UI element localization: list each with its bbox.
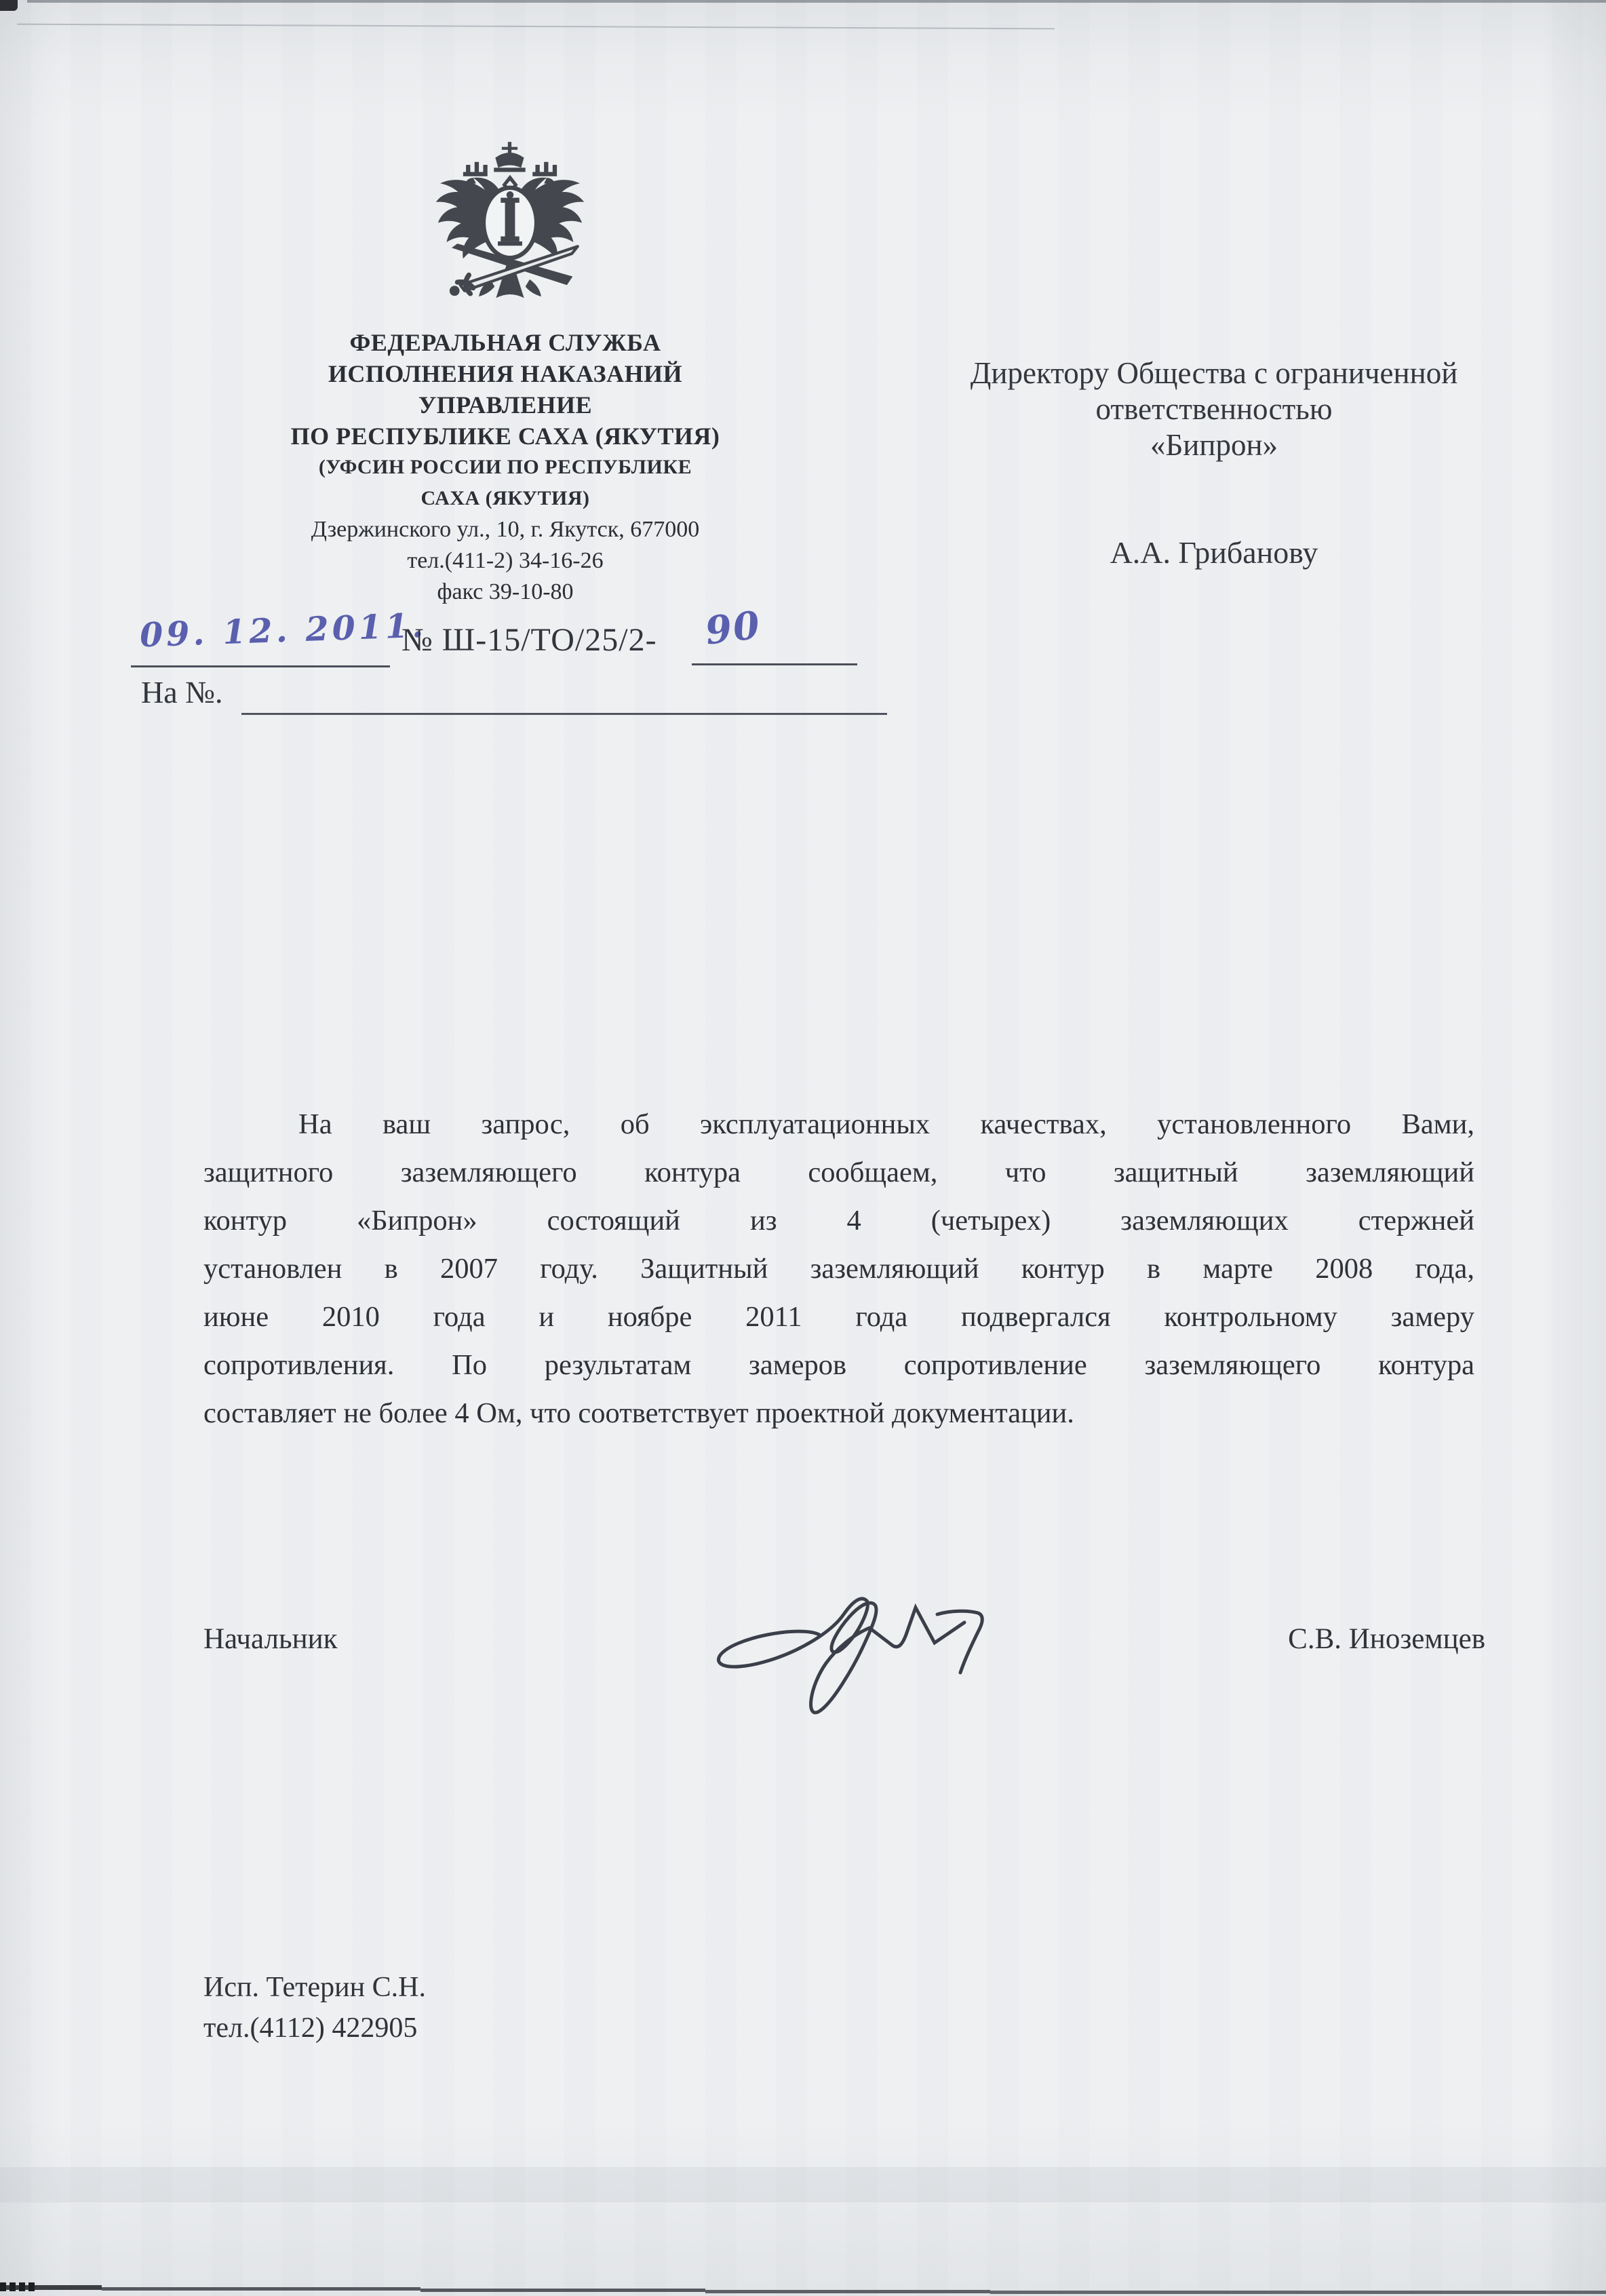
org-line: ФЕДЕРАЛЬНАЯ СЛУЖБА	[349, 329, 661, 356]
scan-top-edge-line	[27, 0, 1606, 3]
scan-bottom-edge-ticks	[0, 2282, 35, 2291]
scan-top-left-mark	[0, 0, 18, 11]
reply-to-number-label: На №.	[141, 675, 223, 709]
outgoing-number-label: № Ш-15/ТО/25/2-	[402, 622, 657, 658]
paper-crease-line	[17, 24, 1055, 30]
addressee-block	[861, 355, 1567, 463]
scan-bottom-edge-segment	[420, 2289, 705, 2292]
body-line: контур «Бипрон» состоящий из 4 (четырех) заземляющих стержней	[203, 1205, 1474, 1237]
letterhead-org-block	[234, 327, 777, 608]
body-line: установлен в 2007 году. Защитный заземляющий контур в марте 2008 года,	[203, 1253, 1474, 1285]
addressee-name: А.А. Грибанову	[1110, 535, 1318, 570]
addressee-line: «Бипрон»	[1150, 428, 1278, 462]
body-line: составляет не более 4 Ом, что соответствует проектной документации.	[203, 1397, 1074, 1429]
signer-title: Начальник	[203, 1623, 338, 1655]
letter-body	[203, 1100, 1474, 1437]
org-fax-line: факс 39-10-80	[437, 579, 574, 604]
org-line: ИСПОЛНЕНИЯ НАКАЗАНИЙ	[328, 360, 683, 387]
body-line: июне 2010 года и ноябре 2011 года подвергался контрольному замеру	[203, 1301, 1474, 1333]
handwritten-date: 09. 12. 2011.	[139, 605, 427, 655]
scan-bottom-edge-segment	[102, 2287, 420, 2291]
scan-bottom-edge-segment	[990, 2291, 1606, 2294]
org-line: САХА (ЯКУТИЯ)	[420, 487, 590, 509]
double-headed-eagle-emblem-icon	[426, 139, 594, 307]
reply-number-underline	[241, 713, 887, 715]
body-line: сопротивления. По результатам замеров сопротивление заземляющего контура	[203, 1349, 1474, 1381]
body-line: защитного заземляющего контура сообщаем, что защитный заземляющий	[203, 1156, 1474, 1188]
org-address-line: Дзержинского ул., 10, г. Якутск, 677000	[311, 517, 700, 542]
executor-name: Исп. Тетерин С.Н.	[203, 1972, 426, 2003]
signer-name: С.В. Иноземцев	[1288, 1623, 1485, 1655]
org-line: (УФСИН РОССИИ ПО РЕСПУБЛИКЕ	[318, 456, 692, 478]
date-underline	[131, 665, 390, 667]
scan-bottom-edge-segment	[705, 2290, 990, 2293]
signature-scribble	[699, 1572, 1024, 1738]
org-line: УПРАВЛЕНИЕ	[418, 391, 593, 419]
number-underline	[692, 663, 857, 665]
executor-block	[203, 1967, 426, 2048]
handwritten-number: 90	[703, 602, 764, 654]
addressee-line: ответственностью	[1095, 392, 1333, 426]
org-phone-line: тел.(411-2) 34-16-26	[407, 548, 604, 573]
scan-bottom-shadow-band	[0, 2167, 1606, 2202]
executor-phone: тел.(4112) 422905	[203, 2012, 418, 2044]
addressee-line: Директору Общества с ограниченной	[970, 356, 1458, 390]
org-line: ПО РЕСПУБЛИКЕ САХА (ЯКУТИЯ)	[290, 423, 720, 450]
body-line: На ваш запрос, об эксплуатационных качествах, установленного Вами,	[298, 1108, 1474, 1140]
